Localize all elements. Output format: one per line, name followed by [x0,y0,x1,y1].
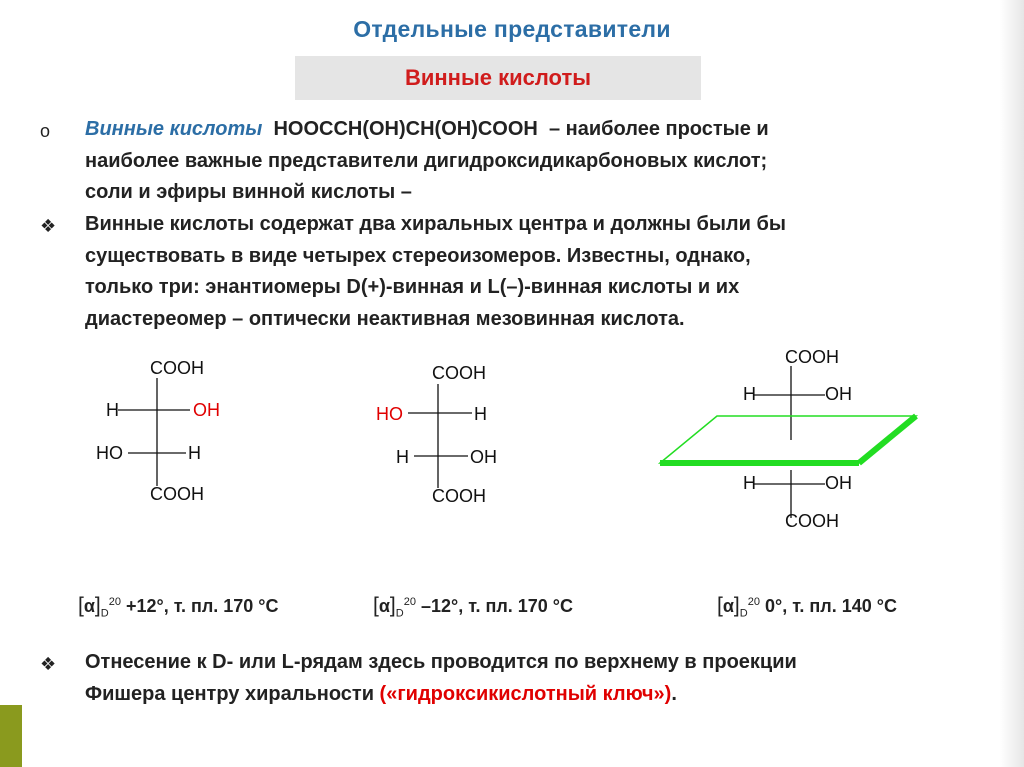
top-group: COOH [432,363,486,383]
diamond-bullet-icon: ❖ [40,654,57,674]
paragraph-line: Винные кислоты содержат два хиральных центра и должны были бы [85,213,786,235]
row1-right: H [474,404,487,424]
paragraph-line [85,679,1005,711]
row1-right: OH [825,384,852,404]
paragraph-assignment [85,647,1005,710]
diamond-bullet-icon: ❖ [40,216,57,236]
fischer-projection-l-tartaric [372,362,522,512]
paragraph-text: Фишера центру хиральности [85,682,380,705]
row2-right: OH [825,473,852,493]
top-group: COOH [785,347,839,367]
subtitle-box [295,56,701,100]
paragraph-line: соли и эфиры винной кислоты – [85,181,412,203]
row1-right: OH [193,400,220,420]
rotation-subscript: D [100,607,109,620]
rotation-superscript: 20 [403,596,416,608]
row2-right: OH [470,447,497,467]
mirror-plane [660,416,916,463]
row2-left: H [743,473,756,493]
paragraph-line: существовать в виде четырех стереоизомеров. Известны, однако, [85,244,751,267]
fischer-projection-meso-tartaric [655,344,925,544]
rotation-label-l: $[\alpha]_D^{20}$ –12°, т. пл. 170 °С [373,594,573,620]
row2-right: H [188,443,201,463]
top-group: COOH [150,358,204,378]
rotation-superscript: 20 [108,596,121,608]
row1-left: H [743,384,756,404]
fischer-projection-d-tartaric [90,356,240,506]
page-title: Отдельные представители [353,16,671,42]
rotation-superscript: 20 [747,596,760,608]
rotation-subscript: D [395,607,404,620]
formula: HOOCCH(OH)CH(OH)COOH [273,118,538,140]
row1-left: HO [376,404,403,424]
paragraph-text: . [671,682,677,705]
rotation-label-meso: $[\alpha]_D^{20}$ 0°, т. пл. 140 °С [717,594,897,620]
paragraph-line: Отнесение к D- или L-рядам здесь проводится по верхнему в проекции [85,651,797,673]
rotation-text: –12°, т. пл. 170 °С [420,596,573,616]
hydroxy-acid-key: («гидроксикислотный ключ») [379,682,672,705]
bottom-group: COOH [432,486,486,506]
paragraph-stereoisomers [85,209,1005,335]
paragraph-text: – наиболее простые и [549,118,769,140]
rotation-text: +12°, т. пл. 170 °С [125,596,279,616]
bottom-group: COOH [150,484,204,504]
bottom-group: COOH [785,511,839,531]
corner-accent-bar [0,705,22,767]
rotation-label-d: $[\alpha]_D^{20} +12^\circ$, т. пл. 170 °С [78,594,279,620]
paragraph-line: только три: энантиомеры D(+)-винная и L(–)-винная кислоты и их [85,276,740,298]
subtitle: Винные кислоты [404,65,592,90]
rotation-text: 0°, т. пл. 140 °С [764,596,897,616]
term: Винные кислоты [85,118,263,140]
alpha-symbol: α [83,596,95,616]
paragraph-line: наиболее важные представители дигидроксидикарбоновых кислот; [85,149,768,172]
row1-left: H [106,400,119,420]
alpha-symbol: α [378,596,390,616]
rotation-subscript: D [739,607,748,620]
alpha-symbol: α [722,596,734,616]
row2-left: HO [96,443,123,463]
paragraph-line [85,114,1005,146]
row2-left: H [396,447,409,467]
paragraph-definition [85,114,1005,209]
circle-bullet-icon: o [40,121,51,141]
paragraph-line: диастереомер – оптически неактивная мезовинная кислота. [85,307,685,330]
